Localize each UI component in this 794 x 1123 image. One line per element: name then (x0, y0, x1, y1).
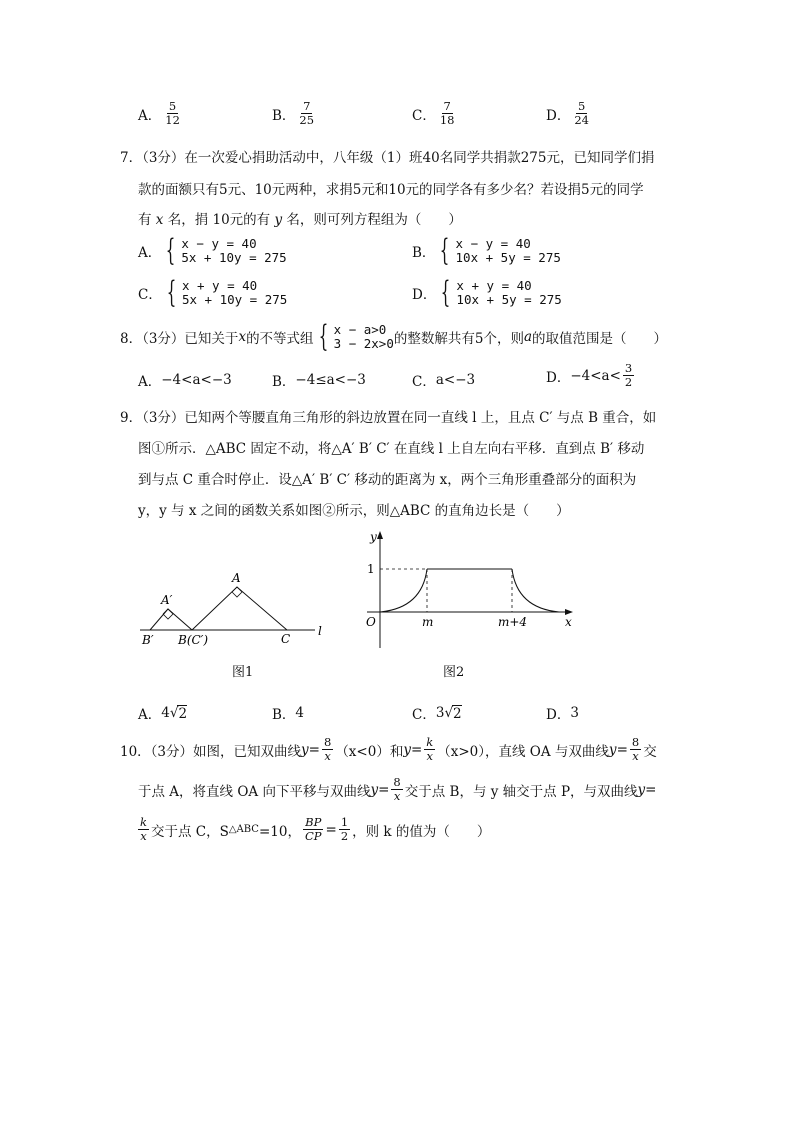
fraction: $\frac{7}{18}$ (439, 99, 455, 127)
y-axis-arrow-icon (377, 531, 383, 539)
q7-option-d[interactable]: D． { x + y = 40 10x + 5y = 275 (412, 275, 562, 310)
label-a-prime: A′ (161, 593, 173, 607)
figure-2-caption: 图2 (443, 665, 465, 680)
label-l: l (318, 624, 322, 638)
equation-system: { x + y = 40 5x + 10y = 275 (166, 275, 288, 310)
q9-line-4: y，y 与 x 之间的函数关系如图②所示，则△ABC 的直角边长是（ ） (138, 503, 570, 519)
brace-icon: { (440, 233, 450, 268)
fraction: $\frac{7}{25}$ (299, 99, 315, 127)
q9-option-d[interactable]: D． 3 (546, 705, 579, 723)
right-angle-mark (163, 609, 173, 619)
q7-option-c[interactable]: C． { x + y = 40 5x + 10y = 275 (138, 275, 288, 310)
fraction: $\frac{BP}{CP}$ (304, 815, 322, 843)
figure-1-triangles (135, 560, 335, 660)
q6-option-d[interactable]: D． $\frac{5}{24}$ (546, 99, 589, 127)
figure-2-graph (362, 528, 582, 653)
label-b-c-prime: B(C′) (178, 633, 209, 647)
label-m: m (422, 615, 434, 629)
figure-1-caption: 图1 (232, 665, 254, 680)
label-o: O (366, 615, 376, 629)
fraction: $\frac{1}{2}$ (340, 815, 349, 843)
fraction: $\frac{5}{12}$ (165, 99, 180, 127)
q8-option-a[interactable]: A． −4<a<−3 (138, 372, 232, 390)
label-b-prime: B′ (142, 633, 154, 647)
sqrt-icon: √ (444, 705, 454, 721)
label-x: x (565, 615, 572, 629)
label-a: A (232, 571, 241, 585)
sqrt-icon: √ (169, 705, 179, 721)
fraction: $\frac{k}{x}$ (426, 735, 434, 763)
q9-option-a[interactable]: A． 4 √ 2 (138, 705, 188, 723)
q6-option-c[interactable]: C． $\frac{7}{18}$ (412, 99, 455, 127)
label-m-plus-4: m+4 (498, 615, 528, 629)
brace-icon: { (318, 319, 328, 354)
q7-option-a[interactable]: A． { x − y = 40 5x + 10y = 275 (138, 233, 287, 268)
rising-curve (380, 569, 427, 612)
label-one: 1 (367, 562, 375, 576)
fraction: $\frac{8}{x}$ (393, 775, 401, 803)
falling-curve (512, 569, 559, 612)
q8-option-d[interactable]: D． −4<a< $\frac{3}{2}$ (546, 361, 633, 389)
q8-stem: 8．（3分）已知关于 x 的不等式组 { x − a>0 3 − 2x>0 的整数解共有5个，则 a 的取值范围是（ ） (120, 319, 668, 354)
q8-option-c[interactable]: C． a<−3 (412, 372, 476, 390)
fraction: $\frac{5}{24}$ (574, 99, 589, 127)
q10-line-1: 10．（3分）如图，已知双曲线 y = $\frac{8}{x}$ （x<0）和 y = $\frac{k}{x}$ （x>0），直线 OA 与双曲线 y = $\frac{8}{x}$ 交 (120, 735, 657, 763)
q8-option-b[interactable]: B． −4≤a<−3 (272, 372, 366, 390)
q6-option-a[interactable]: A． $\frac{5}{12}$ (138, 99, 180, 127)
fraction: $\frac{8}{x}$ (631, 735, 640, 763)
q9-line-3: 到与点 C 重合时停止．设△A′ B′ C′ 移动的距离为 x，两个三角形重叠部分的面积为 (138, 472, 637, 488)
q10-line-2: 于点 A，将直线 OA 向下平移与双曲线 y = $\frac{8}{x}$ 交于点 B，与 y 轴交于点 P，与双曲线 y = (138, 775, 657, 803)
fraction: $\frac{8}{x}$ (323, 735, 332, 763)
equation-system: { x + y = 40 10x + 5y = 275 (441, 275, 562, 310)
fraction: $\frac{3}{2}$ (624, 361, 633, 389)
right-angle-mark (232, 587, 242, 597)
brace-icon: { (441, 275, 451, 310)
inequality-system: { x − a>0 3 − 2x>0 (318, 319, 394, 354)
fraction: $\frac{k}{x}$ (140, 815, 147, 843)
brace-icon: { (166, 275, 177, 310)
q7-line-1: 7．（3分）在一次爱心捐助活动中，八年级（1）班40名同学共捐款275元，已知同学们捐 (120, 150, 655, 166)
label-y: y (370, 530, 377, 544)
label-c: C (281, 632, 291, 646)
q7-line-3: 有 x 名，捐 10元的有 y 名，则可列方程组为（ ） (138, 212, 462, 228)
q9-option-b[interactable]: B． 4 (272, 705, 305, 723)
equation-system: { x − y = 40 10x + 5y = 275 (440, 233, 561, 268)
q7-option-b[interactable]: B． { x − y = 40 10x + 5y = 275 (412, 233, 561, 268)
q9-line-1: 9．（3分）已知两个等腰直角三角形的斜边放置在同一直线 l 上，且点 C′ 与点 B 重合，如 (120, 410, 657, 426)
equation-system: { x − y = 40 5x + 10y = 275 (166, 233, 287, 268)
q9-line-2: 图①所示．△ABC 固定不动，将△A′ B′ C′ 在直线 l 上自左向右平移．直到点 B′ 移动 (138, 441, 645, 457)
q10-line-3: $\frac{k}{x}$ 交于点 C，S △ABC =10， $\frac{BP}{CP}$ = $\frac{1}{2}$ ，则 k 的值为（ ） (140, 815, 491, 843)
q7-line-2: 款的面额只有5元、10元两种，求捐5元和10元的同学各有多少名？若设捐5元的同学 (138, 182, 644, 198)
q6-option-b[interactable]: B． $\frac{7}{25}$ (272, 99, 315, 127)
brace-icon: { (166, 233, 176, 268)
triangle-abc (192, 587, 287, 630)
q9-option-c[interactable]: C． 3 √ 2 (412, 705, 462, 723)
